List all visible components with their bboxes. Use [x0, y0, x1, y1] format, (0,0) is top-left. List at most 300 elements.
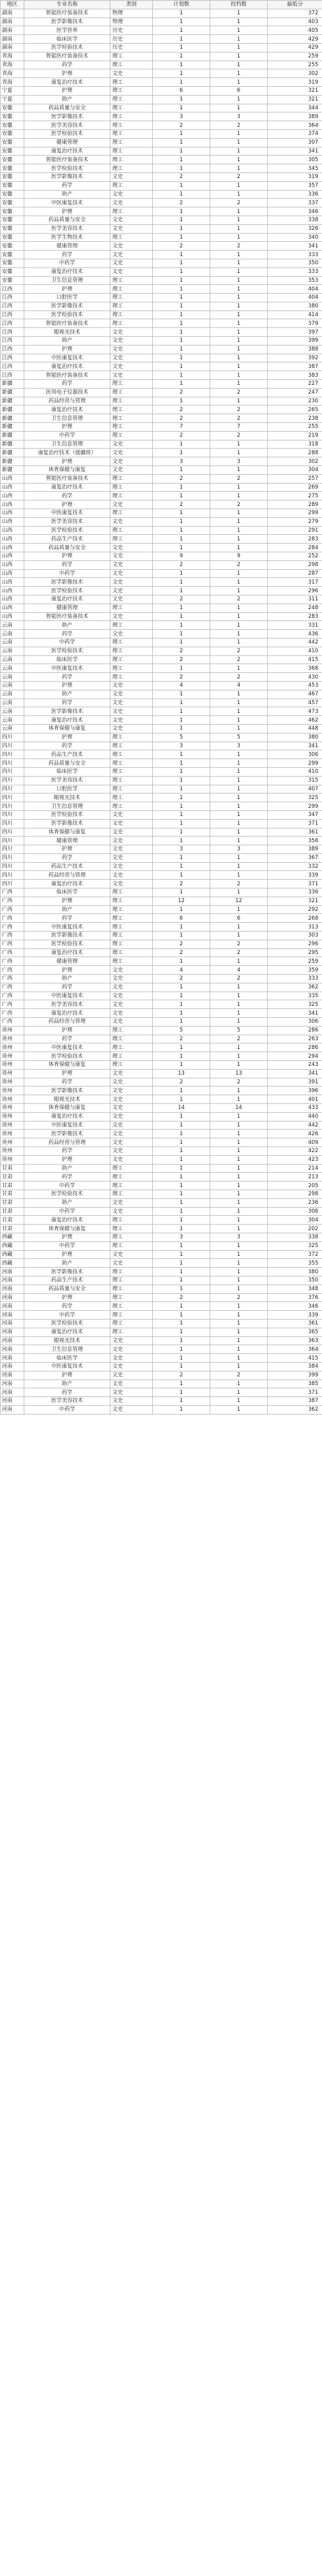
cell-category: 理工: [110, 78, 153, 87]
cell-category: 理工: [110, 802, 153, 811]
cell-region: 江西: [1, 328, 24, 337]
cell-min-score: 319: [268, 78, 322, 87]
cell-region: 青海: [1, 61, 24, 69]
cell-min-score: 315: [268, 776, 322, 785]
cell-region: 贵州: [1, 1052, 24, 1061]
table-row: [1, 285, 322, 294]
table-row: [1, 267, 322, 276]
cell-admitted-count: 1: [210, 1138, 268, 1147]
cell-admitted-count: 1: [210, 664, 268, 673]
cell-admitted-count: 1: [210, 621, 268, 630]
table-row: [1, 750, 322, 759]
cell-major: 护理: [24, 897, 110, 905]
cell-min-score: 415: [268, 1354, 322, 1363]
cell-plan-count: 1: [153, 1052, 210, 1061]
table-row: [1, 1216, 322, 1225]
cell-plan-count: 3: [153, 457, 210, 466]
table-row: [1, 733, 322, 742]
table-row: [1, 1087, 322, 1095]
cell-region: 广西: [1, 897, 24, 905]
cell-region: 湖南: [1, 9, 24, 17]
cell-category: 理工: [110, 905, 153, 914]
cell-category: 文史: [110, 853, 153, 862]
cell-min-score: 331: [268, 621, 322, 630]
cell-category: 历史: [110, 35, 153, 44]
cell-major: 助产: [24, 905, 110, 914]
cell-region: 甘肃: [1, 1225, 24, 1233]
cell-category: 理工: [110, 104, 153, 112]
cell-major: 体育保健与康复: [24, 828, 110, 837]
cell-category: 理工: [110, 156, 153, 164]
cell-category: 理工: [110, 129, 153, 138]
cell-major: 护理: [24, 1250, 110, 1259]
cell-plan-count: 1: [153, 802, 210, 811]
cell-plan-count: 9: [153, 552, 210, 561]
cell-admitted-count: 2: [210, 1078, 268, 1087]
cell-major: 智能医疗装备技术: [24, 9, 110, 17]
table-row: [1, 156, 322, 164]
cell-admitted-count: 1: [210, 1000, 268, 1009]
cell-admitted-count: 2: [210, 431, 268, 440]
cell-major: 护理: [24, 1233, 110, 1241]
cell-plan-count: 1: [153, 156, 210, 164]
cell-plan-count: 1: [153, 905, 210, 914]
cell-category: 理工: [110, 509, 153, 518]
cell-min-score: 296: [268, 940, 322, 948]
cell-category: 理工: [110, 932, 153, 940]
cell-plan-count: 1: [153, 276, 210, 285]
table-row: [1, 302, 322, 311]
cell-region: 四川: [1, 810, 24, 819]
cell-category: 理工: [110, 1190, 153, 1198]
cell-region: 湖南: [1, 43, 24, 52]
cell-plan-count: 1: [153, 759, 210, 768]
cell-admitted-count: 1: [210, 1009, 268, 1018]
table-row: [1, 526, 322, 535]
cell-region: 广西: [1, 1018, 24, 1027]
cell-min-score: 305: [268, 156, 322, 164]
cell-major: 康复治疗技术: [24, 267, 110, 276]
cell-plan-count: 2: [153, 199, 210, 207]
cell-category: 理工: [110, 923, 153, 932]
cell-major: 临床医学: [24, 767, 110, 776]
table-row: [1, 17, 322, 26]
cell-major: 药品经营与管理: [24, 871, 110, 880]
col-header-admitted-count: 投档数: [210, 1, 268, 9]
cell-category: 理工: [110, 311, 153, 319]
cell-plan-count: 2: [153, 647, 210, 655]
cell-major: 医学检验技术: [24, 940, 110, 948]
cell-category: 文史: [110, 190, 153, 199]
table-row: [1, 1026, 322, 1035]
table-row: [1, 1035, 322, 1043]
cell-min-score: 319: [268, 172, 322, 181]
cell-admitted-count: 2: [210, 975, 268, 983]
cell-plan-count: 1: [153, 621, 210, 630]
cell-region: 山西: [1, 535, 24, 544]
cell-category: 文史: [110, 1009, 153, 1018]
cell-region: 山西: [1, 517, 24, 526]
cell-major: 中医康复技术: [24, 1121, 110, 1130]
cell-min-score: 448: [268, 724, 322, 733]
table-row: [1, 1155, 322, 1164]
cell-major: 护理: [24, 500, 110, 509]
cell-plan-count: 1: [153, 1190, 210, 1198]
cell-plan-count: 6: [153, 914, 210, 923]
cell-min-score: 361: [268, 1319, 322, 1328]
table-row: [1, 1095, 322, 1104]
cell-min-score: 213: [268, 1173, 322, 1181]
table-row: [1, 251, 322, 259]
cell-category: 理工: [110, 414, 153, 423]
cell-admitted-count: 2: [210, 500, 268, 509]
cell-admitted-count: 1: [210, 992, 268, 1000]
table-row: [1, 397, 322, 405]
cell-plan-count: 1: [153, 449, 210, 457]
cell-plan-count: 2: [153, 595, 210, 604]
cell-category: 文史: [110, 362, 153, 371]
cell-region: 贵州: [1, 1026, 24, 1035]
cell-region: 四川: [1, 733, 24, 742]
cell-plan-count: 1: [153, 569, 210, 578]
cell-plan-count: 1: [153, 78, 210, 87]
cell-category: 理工: [110, 742, 153, 750]
cell-major: 体育保健与康复: [24, 1104, 110, 1113]
cell-category: 理工: [110, 380, 153, 389]
table-row: [1, 923, 322, 932]
table-row: [1, 69, 322, 78]
cell-region: 西藏: [1, 1259, 24, 1268]
cell-category: 文史: [110, 69, 153, 78]
cell-category: 文史: [110, 560, 153, 569]
cell-min-score: 307: [268, 138, 322, 147]
cell-plan-count: 1: [153, 767, 210, 776]
cell-region: 安徽: [1, 216, 24, 224]
cell-plan-count: 1: [153, 61, 210, 69]
table-row: [1, 1302, 322, 1311]
cell-plan-count: 2: [153, 975, 210, 983]
cell-min-score: 405: [268, 26, 322, 35]
cell-region: 西藏: [1, 1233, 24, 1241]
cell-region: 贵州: [1, 1043, 24, 1052]
table-row: [1, 897, 322, 905]
cell-admitted-count: 3: [210, 1233, 268, 1241]
cell-admitted-count: 2: [210, 940, 268, 948]
cell-min-score: 473: [268, 707, 322, 716]
cell-major: 医学影像技术: [24, 578, 110, 587]
table-row: [1, 492, 322, 500]
cell-plan-count: 1: [153, 1207, 210, 1216]
table-row: [1, 888, 322, 897]
cell-plan-count: 1: [153, 862, 210, 871]
cell-major: 助产: [24, 1198, 110, 1207]
cell-region: 山西: [1, 474, 24, 483]
cell-region: 云南: [1, 724, 24, 733]
cell-min-score: 371: [268, 880, 322, 888]
cell-major: 护理: [24, 345, 110, 354]
cell-plan-count: 1: [153, 1216, 210, 1225]
cell-admitted-count: 2: [210, 1371, 268, 1380]
cell-admitted-count: 1: [210, 1052, 268, 1061]
cell-admitted-count: 1: [210, 526, 268, 535]
cell-plan-count: 1: [153, 630, 210, 639]
cell-major: 护理: [24, 1293, 110, 1302]
table-row: [1, 26, 322, 35]
cell-major: 医学美容技术: [24, 224, 110, 233]
cell-admitted-count: 9: [210, 552, 268, 561]
cell-major: 药品质量与安全: [24, 759, 110, 768]
cell-region: 广西: [1, 983, 24, 992]
cell-min-score: 362: [268, 1405, 322, 1414]
cell-plan-count: 1: [153, 1181, 210, 1190]
cell-admitted-count: 14: [210, 1104, 268, 1113]
cell-major: 护理: [24, 552, 110, 561]
cell-admitted-count: 1: [210, 517, 268, 526]
cell-category: 理工: [110, 1328, 153, 1336]
table-row: [1, 828, 322, 837]
cell-plan-count: 1: [153, 707, 210, 716]
table-row: [1, 35, 322, 44]
cell-category: 文史: [110, 587, 153, 595]
table-row: [1, 1371, 322, 1380]
cell-major: 护理: [24, 966, 110, 975]
cell-category: 文史: [110, 216, 153, 224]
cell-min-score: 348: [268, 1285, 322, 1293]
cell-admitted-count: 1: [210, 569, 268, 578]
cell-min-score: 287: [268, 569, 322, 578]
cell-region: 贵州: [1, 1121, 24, 1130]
cell-region: 山西: [1, 569, 24, 578]
cell-major: 康复治疗技术: [24, 1112, 110, 1121]
cell-major: 智能医疗装备技术: [24, 612, 110, 621]
cell-category: 理工: [110, 940, 153, 948]
table-row: [1, 1241, 322, 1250]
cell-min-score: 374: [268, 129, 322, 138]
cell-admitted-count: 1: [210, 905, 268, 914]
cell-min-score: 359: [268, 966, 322, 975]
cell-min-score: 302: [268, 69, 322, 78]
cell-major: 医用电子仪器技术: [24, 388, 110, 397]
cell-category: 文史: [110, 1259, 153, 1268]
cell-category: 文史: [110, 966, 153, 975]
cell-min-score: 422: [268, 1146, 322, 1155]
cell-category: 文史: [110, 1069, 153, 1078]
cell-major: 医学美容技术: [24, 517, 110, 526]
cell-category: 文史: [110, 578, 153, 587]
cell-min-score: 247: [268, 388, 322, 397]
cell-region: 西藏: [1, 1250, 24, 1259]
cell-min-score: 214: [268, 1164, 322, 1173]
cell-min-score: 219: [268, 431, 322, 440]
cell-region: 河南: [1, 1319, 24, 1328]
cell-admitted-count: 1: [210, 104, 268, 112]
cell-major: 康复治疗技术: [24, 595, 110, 604]
cell-admitted-count: 1: [210, 1362, 268, 1371]
cell-major: 药学: [24, 983, 110, 992]
cell-major: 医学检验技术: [24, 311, 110, 319]
cell-region: 江西: [1, 311, 24, 319]
table-row: [1, 440, 322, 449]
cell-major: 医学检验技术: [24, 1319, 110, 1328]
cell-min-score: 288: [268, 449, 322, 457]
cell-category: 文史: [110, 251, 153, 259]
cell-min-score: 429: [268, 43, 322, 52]
col-header-category: 类别: [110, 1, 153, 9]
cell-admitted-count: 1: [210, 397, 268, 405]
cell-min-score: 376: [268, 1293, 322, 1302]
cell-major: 药品经营与管理: [24, 1138, 110, 1147]
cell-major: 医学影像技术: [24, 707, 110, 716]
cell-major: 药品质量与安全: [24, 216, 110, 224]
cell-min-score: 275: [268, 492, 322, 500]
cell-plan-count: 1: [153, 1095, 210, 1104]
cell-major: 助产: [24, 621, 110, 630]
cell-region: 贵州: [1, 1155, 24, 1164]
cell-category: 文史: [110, 707, 153, 716]
cell-category: 理工: [110, 147, 153, 156]
cell-major: 护理: [24, 1371, 110, 1380]
cell-plan-count: 2: [153, 172, 210, 181]
cell-admitted-count: 2: [210, 388, 268, 397]
cell-admitted-count: 1: [210, 1173, 268, 1181]
cell-min-score: 397: [268, 328, 322, 337]
cell-admitted-count: 1: [210, 932, 268, 940]
table-row: [1, 337, 322, 346]
cell-region: 河南: [1, 1362, 24, 1371]
cell-min-score: 236: [268, 1198, 322, 1207]
cell-min-score: 392: [268, 354, 322, 362]
cell-min-score: 252: [268, 552, 322, 561]
cell-category: 文史: [110, 267, 153, 276]
cell-major: 健康管理: [24, 242, 110, 251]
cell-min-score: 303: [268, 932, 322, 940]
cell-category: 理工: [110, 1052, 153, 1061]
cell-category: 文史: [110, 612, 153, 621]
cell-major: 康复治疗技术: [24, 405, 110, 414]
cell-admitted-count: 1: [210, 1181, 268, 1190]
cell-plan-count: 1: [153, 1225, 210, 1233]
cell-major: 卫生信息管理: [24, 440, 110, 449]
cell-admitted-count: 2: [210, 655, 268, 664]
cell-major: 医学检验技术: [24, 1052, 110, 1061]
cell-min-score: 341: [268, 242, 322, 251]
cell-plan-count: 1: [153, 837, 210, 845]
cell-major: 康复治疗技术: [24, 1009, 110, 1018]
cell-plan-count: 1: [153, 983, 210, 992]
cell-major: 医学影像技术: [24, 1268, 110, 1276]
table-row: [1, 1250, 322, 1259]
cell-admitted-count: 1: [210, 233, 268, 242]
cell-plan-count: 1: [153, 1336, 210, 1345]
table-row: [1, 655, 322, 664]
cell-major: 药学: [24, 673, 110, 682]
cell-plan-count: 1: [153, 871, 210, 880]
cell-region: 青海: [1, 52, 24, 61]
cell-region: 四川: [1, 853, 24, 862]
table-row: [1, 1164, 322, 1173]
cell-admitted-count: 1: [210, 1164, 268, 1173]
cell-major: 医学美容技术: [24, 121, 110, 130]
cell-admitted-count: 1: [210, 69, 268, 78]
cell-major: 医学检验技术: [24, 587, 110, 595]
cell-min-score: 341: [268, 742, 322, 750]
cell-region: 云南: [1, 664, 24, 673]
cell-region: 江西: [1, 337, 24, 346]
table-row: [1, 673, 322, 682]
cell-category: 文史: [110, 1250, 153, 1259]
cell-plan-count: 1: [153, 750, 210, 759]
cell-min-score: 350: [268, 259, 322, 267]
cell-admitted-count: 1: [210, 1241, 268, 1250]
cell-region: 西藏: [1, 1241, 24, 1250]
cell-category: 理工: [110, 1233, 153, 1241]
cell-admitted-count: 1: [210, 17, 268, 26]
cell-min-score: 453: [268, 681, 322, 690]
cell-major: 口腔医学: [24, 294, 110, 302]
cell-min-score: 356: [268, 837, 322, 845]
cell-admitted-count: 1: [210, 750, 268, 759]
cell-category: 文史: [110, 449, 153, 457]
cell-region: 安徽: [1, 224, 24, 233]
cell-admitted-count: 1: [210, 43, 268, 52]
cell-admitted-count: 1: [210, 164, 268, 173]
cell-major: 药学: [24, 699, 110, 707]
cell-major: 临床医学: [24, 1354, 110, 1363]
cell-plan-count: 2: [153, 1078, 210, 1087]
cell-plan-count: 7: [153, 423, 210, 432]
cell-admitted-count: 1: [210, 612, 268, 621]
cell-region: 安徽: [1, 112, 24, 121]
cell-admitted-count: 1: [210, 302, 268, 311]
table-row: [1, 1354, 322, 1363]
table-row: [1, 975, 322, 983]
cell-major: 体育保健与康复: [24, 1225, 110, 1233]
cell-plan-count: 1: [153, 587, 210, 595]
cell-region: 云南: [1, 681, 24, 690]
cell-major: 中药学: [24, 1207, 110, 1216]
cell-major: 医学影像技术: [24, 302, 110, 311]
table-row: [1, 319, 322, 328]
table-row: [1, 587, 322, 595]
col-header-plan-count: 计划数: [153, 1, 210, 9]
table-row: [1, 966, 322, 975]
cell-category: 文史: [110, 845, 153, 854]
cell-region: 江西: [1, 362, 24, 371]
cell-plan-count: 1: [153, 267, 210, 276]
table-row: [1, 1198, 322, 1207]
cell-region: 甘肃: [1, 1207, 24, 1216]
cell-min-score: 339: [268, 1311, 322, 1320]
cell-category: 理工: [110, 294, 153, 302]
table-row: [1, 647, 322, 655]
table-row: [1, 414, 322, 423]
cell-category: 文史: [110, 810, 153, 819]
cell-major: 护理: [24, 733, 110, 742]
cell-admitted-count: 5: [210, 1026, 268, 1035]
cell-major: 眼视光技术: [24, 1336, 110, 1345]
cell-plan-count: 1: [153, 397, 210, 405]
cell-category: 文史: [110, 724, 153, 733]
cell-category: 文史: [110, 1104, 153, 1113]
table-row: [1, 345, 322, 354]
cell-category: 文史: [110, 1380, 153, 1388]
cell-region: 贵州: [1, 1138, 24, 1147]
cell-min-score: 404: [268, 285, 322, 294]
table-body: [1, 9, 322, 1414]
table-row: [1, 1268, 322, 1276]
cell-plan-count: 1: [153, 1130, 210, 1138]
cell-region: 安徽: [1, 233, 24, 242]
